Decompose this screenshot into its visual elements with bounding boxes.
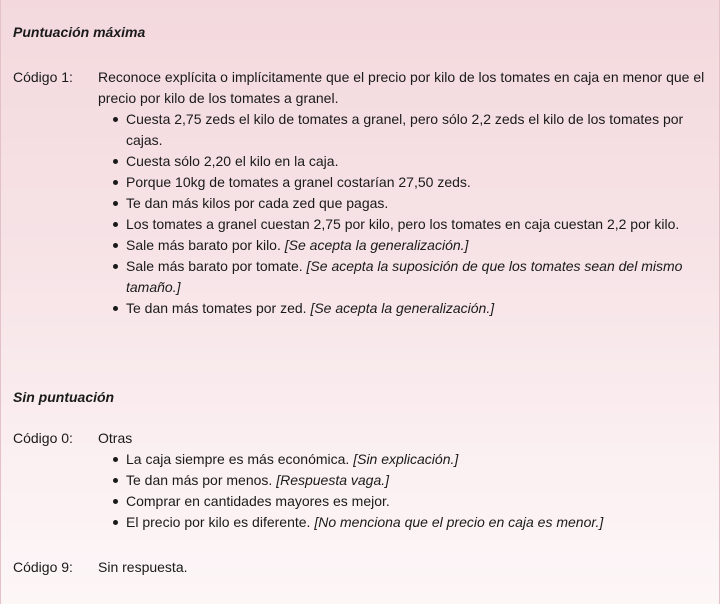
list-item: Te dan más tomates por zed. [Se acepta la generalización.] [98,298,707,319]
list-item: Cuesta 2,75 zeds el kilo de tomates a granel, pero sólo 2,2 zeds el kilo de los tomates por cajas. [98,109,707,151]
code-9-body [98,557,707,578]
code-1-block [13,67,707,319]
code-1-examples [98,109,707,319]
code-0-label: Código 0: [13,430,73,446]
code-1-body [98,67,707,319]
list-item: Sale más barato por kilo. [Se acepta la generalización.] [98,235,707,256]
scoring-note: [Se acepta la generalización.] [310,300,495,316]
no-score-heading: Sin puntuación [13,389,115,405]
list-item: Los tomates a granel cuestan 2,75 por kilo, pero los tomates en caja cuestan 2,2 por kilo. [98,214,707,235]
scoring-note: [No menciona que el precio en caja es menor.] [314,514,604,530]
code-1-label: Código 1: [13,69,73,85]
list-item: Cuesta sólo 2,20 el kilo en la caja. [98,151,707,172]
code-9-label: Código 9: [13,559,73,575]
scoring-note: [Sin explicación.] [353,451,459,467]
scoring-note: [Respuesta vaga.] [276,472,390,488]
code-0-examples [98,449,707,533]
code-0-body [98,428,707,533]
max-score-heading: Puntuación máxima [13,24,146,40]
code-9-description: Sin respuesta. [98,559,188,575]
scoring-note: [Se acepta la generalización.] [284,237,469,253]
list-item: Te dan más kilos por cada zed que pagas. [98,193,707,214]
list-item: El precio por kilo es diferente. [No menciona que el precio en caja es menor.] [98,512,707,533]
list-item: La caja siempre es más económica. [Sin explicación.] [98,449,707,470]
list-item: Sale más barato por tomate. [Se acepta la suposición de que los tomates sean del mismo tamaño.] [98,256,707,298]
code-9-block [13,557,707,578]
scoring-note: [Se acepta la suposición de que los tomates sean del mismo tamaño.] [126,258,683,295]
list-item: Porque 10kg de tomates a granel costarían 27,50 zeds. [98,172,707,193]
list-item: Te dan más por menos. [Respuesta vaga.] [98,470,707,491]
code-1-description: Reconoce explícita o implícitamente que el precio por kilo de los tomates en caja en menor que el precio por kilo de los tomates a granel. [98,69,705,106]
code-0-description: Otras [98,430,133,446]
list-item: Comprar en cantidades mayores es mejor. [98,491,707,512]
code-0-block [13,428,707,533]
